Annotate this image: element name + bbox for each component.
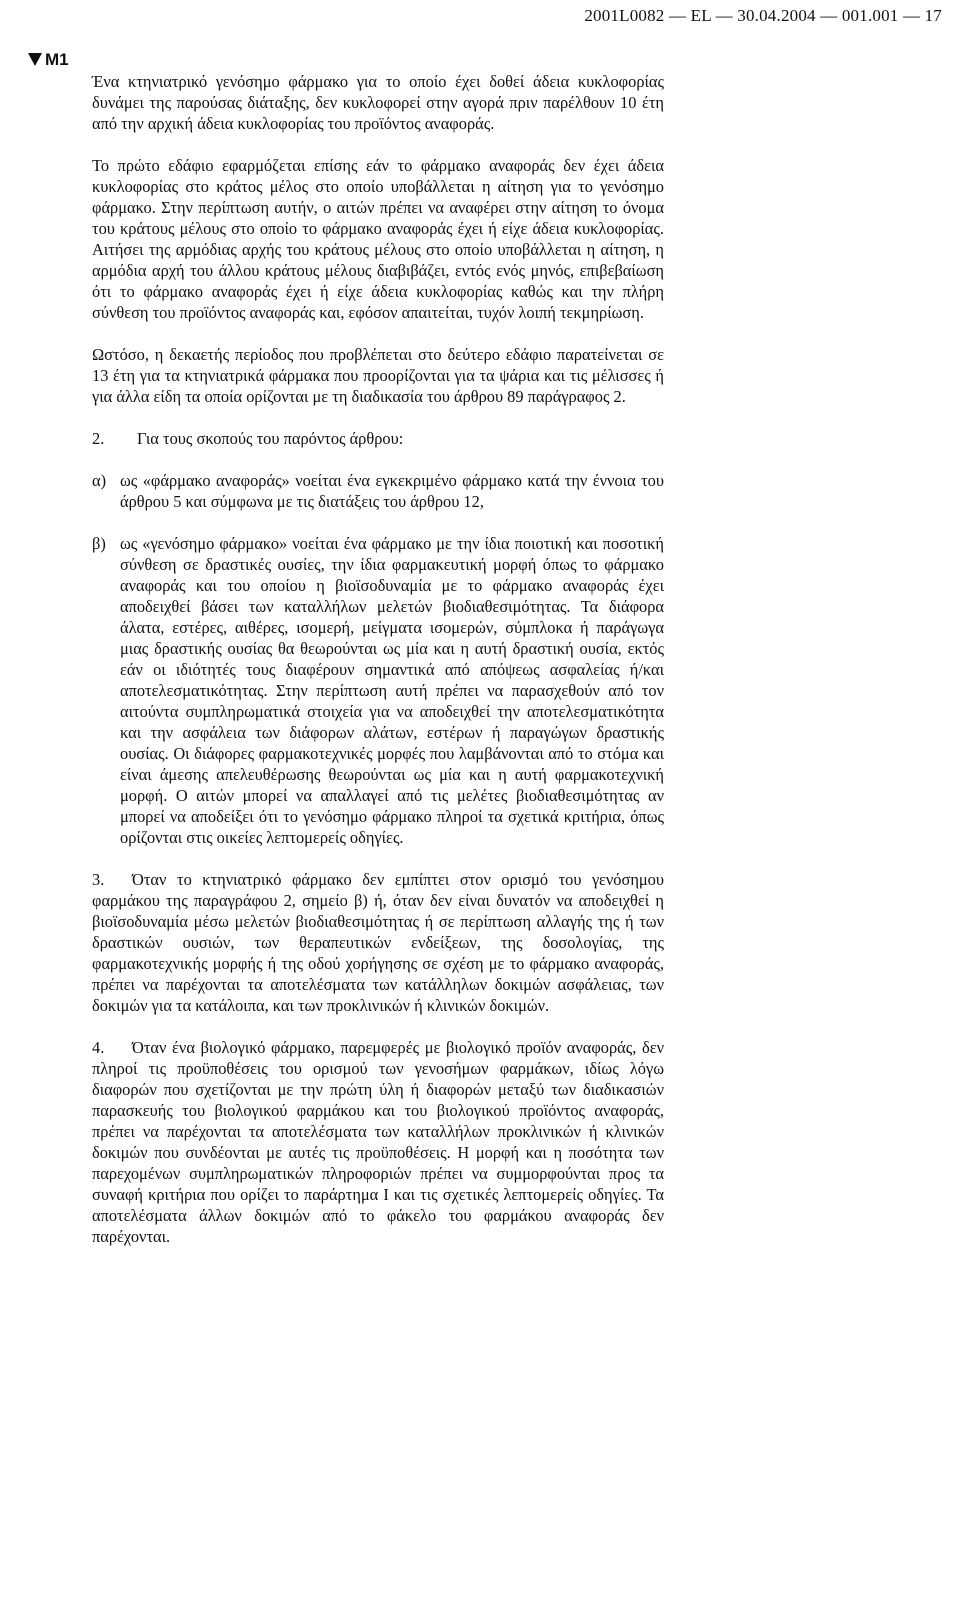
item-text: ως «φάρμακο αναφοράς» νοείται ένα εγκεκριμένο φάρμακο κατά την έννοια του άρθρου 5 και σύμφωνα με τις διατάξεις του άρθρου 12, (120, 471, 664, 511)
document-reference: 2001L0082 — EL — 30.04.2004 — 001.001 — 17 (584, 6, 942, 25)
section-text: Όταν ένα βιολογικό φάρμακο, παρεμφερές με βιολογικό προϊόν αναφοράς, δεν πληροί τις προϋποθέσεις του ορισμού των γενοσήμων φαρμάκων, ιδίως λόγω διαφορών που σχετίζονται με την πρώτη ύλη ή διαφορών μεταξύ των διαδικασιών παρασκευής του βιολογικού φαρμάκου και του βιολογικού προϊόντος αναφοράς, πρέπει να παρέχονται τα αποτελέσματα των καταλλήλων προκλινικών ή κλινικών δοκιμών που συνδέονται με αυτές τις προϋποθέσεις. Η μορφή και η ποσότητα των παρεχομένων συμπληρωματικών πληροφοριών πρέπει να συμμορφούνται προς τα συναφή κριτήρια που ορίζει το παράρτημα I και τις σχετικές λεπτομερείς οδηγίες. Τα αποτελέσματα άλλων δοκιμών από το φάκελο του φαρμάκου αναφοράς δεν παρέχονται. (92, 1038, 664, 1246)
document-body (92, 71, 664, 1268)
section-text: Όταν το κτηνιατρικό φάρμακο δεν εμπίπτει στον ορισμό του γενόσημου φαρμάκου της παραγράφου 2, σημείο β) ή, όταν δεν είναι δυνατόν να αποδειχθεί η βιοϊσοδυναμία μέσω μελετών βιοδιαθεσιμότητας ή σε περίπτωση αλλαγής της ή των δραστικών ουσιών, των θεραπευτικών ενδείξεων, της δοσολογίας, της φαρμακοτεχνικής μορφής ή της οδού χορήγησης σε σχέση με το φάρμακο αναφοράς, πρέπει να παρέχονται τα αποτελέσματα των κατάλληλων δοκιμών ασφάλειας, των δοκιμών για τα κατάλοιπα, και των προκλινικών ή κλινικών δοκιμών. (92, 870, 664, 1015)
definition-item (92, 533, 664, 848)
item-label: α) (92, 471, 107, 490)
paragraph: Ωστόσο, η δεκαετής περίοδος που προβλέπεται στο δεύτερο εδάφιο παρατείνεται σε 13 έτη για τα κτηνιατρικά φάρμακα που προορίζονται για τα ψάρια και τις μέλισσες ή για άλλα είδη τα οποία ορίζονται με τη διαδικασία του άρθρου 89 παράγραφος 2. (92, 345, 664, 406)
definition-item (92, 470, 664, 512)
section-number: 4. (92, 1038, 105, 1057)
amendment-marker (28, 50, 69, 70)
section-4-paragraph (92, 1037, 664, 1247)
section-number: 2. (92, 429, 105, 448)
document-header (584, 6, 942, 26)
section-2-intro (92, 428, 664, 449)
item-label: β) (92, 534, 106, 553)
section-3-paragraph (92, 869, 664, 1016)
paragraph: Ένα κτηνιατρικό γενόσημο φάρμακο για το οποίο έχει δοθεί άδεια κυκλοφορίας δυνάμει της παρούσας διάταξης, δεν κυκλοφορεί στην αγορά πριν παρέλθουν 10 έτη από την αρχική άδεια κυκλοφορίας του προϊόντος αναφοράς. (92, 72, 664, 133)
amendment-label: M1 (45, 50, 69, 69)
section-text: Για τους σκοπούς του παρόντος άρθρου: (137, 429, 404, 448)
section-number: 3. (92, 870, 105, 889)
item-text: ως «γενόσημο φάρμακο» νοείται ένα φάρμακο με την ίδια ποιοτική και ποσοτική σύνθεση σε δραστικές ουσίες, την ίδια φαρμακευτική μορφή όπως το φάρμακο αναφοράς και του οποίου η βιοϊσοδυναμία με το φάρμακο αναφοράς έχει αποδειχθεί βάσει των καταλλήλων μελετών βιοδιαθεσιμότητας. Τα διάφορα άλατα, εστέρες, αιθέρες, ισομερή, μείγματα ισομερών, σύμπλοκα ή παράγωγα μιας δραστικής ουσίας θα θεωρούνται ως μία και η αυτή δραστική ουσία, εκτός εάν οι ιδιότητές τους διαφέρουν σημαντικά από απόψεως ασφαλείας ή/και αποτελεσματικότητας. Στην περίπτωση αυτή πρέπει να παρασχεθούν από τον αιτούντα συμπληρωματικά στοιχεία για να αποδειχθεί την αποτελεσματικότητα και την ασφάλεια των διάφορων αλάτων, εστέρων ή παραγώγων δραστικής ουσίας. Οι διάφορες φαρμακοτεχνικές μορφές που λαμβάνονται από το στόμα και είναι άμεσης απελευθέρωσης θεωρούνται ως μία και η αυτή φαρμακοτεχνική μορφή. Ο αιτών μπορεί να απαλλαγεί από τις μελέτες βιοδιαθεσιμότητας αν μπορεί να αποδείξει ότι το γενόσημο φάρμακο πληροί τα σχετικά κριτήρια, όπως ορίζονται στις οικείες λεπτομερείς οδηγίες. (120, 534, 664, 847)
triangle-down-icon (28, 53, 42, 66)
paragraph: Το πρώτο εδάφιο εφαρμόζεται επίσης εάν το φάρμακο αναφοράς δεν έχει άδεια κυκλοφορίας στο κράτος μέλος στο οποίο υποβάλλεται η αίτηση για το γενόσημο φάρμακο. Στην περίπτωση αυτήν, ο αιτών πρέπει να αναφέρει στην αίτηση το όνομα του κράτους μέλους στο οποίο το φάρμακο αναφοράς έχει ή είχε άδεια κυκλοφορίας. Αιτήσει της αρμόδιας αρχής του κράτους μέλους στο οποίο υποβάλλεται η αίτηση, η αρμόδια αρχή του άλλου κράτους μέλους διαβιβάζει, εντός ενός μηνός, επιβεβαίωση ότι το φάρμακο αναφοράς έχει ή είχε άδεια κυκλοφορίας καθώς και την πλήρη σύνθεση του προϊόντος αναφοράς και, εφόσον απαιτείται, τυχόν λοιπή τεκμηρίωση. (92, 156, 664, 322)
